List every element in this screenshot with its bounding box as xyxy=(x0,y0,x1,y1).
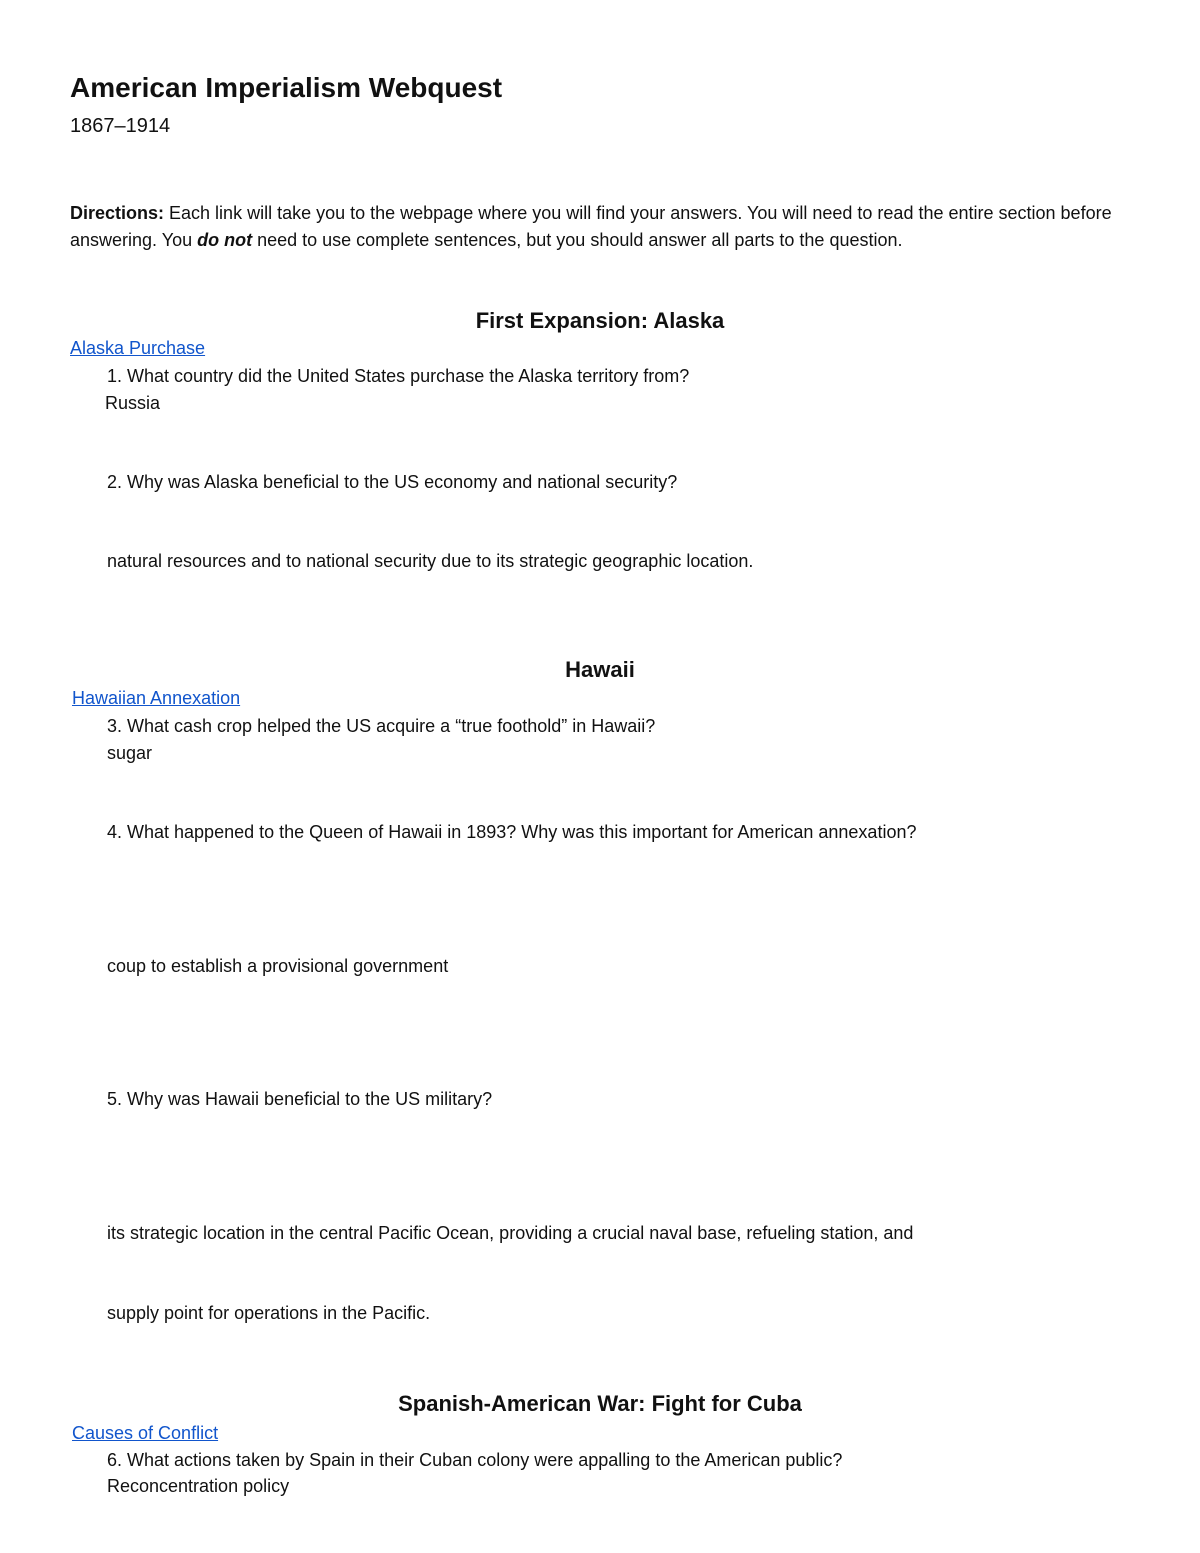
section-heading-hawaii: Hawaii xyxy=(565,657,635,682)
answer-1: Russia xyxy=(105,393,161,413)
question-6: 6. What actions taken by Spain in their Cuban colony were appalling to the American public? xyxy=(107,1450,843,1470)
answer-4: coup to establish a provisional government xyxy=(107,956,449,976)
directions-label: Directions: xyxy=(70,203,165,223)
section-heading-cuba: Spanish-American War: Fight for Cuba xyxy=(398,1391,802,1416)
answer-2: natural resources and to national security due to its strategic geographic location. xyxy=(107,551,754,571)
question-2: 2. Why was Alaska beneficial to the US economy and national security? xyxy=(107,472,678,492)
answer-3: sugar xyxy=(107,743,153,763)
answer-5-line-2: supply point for operations in the Pacific. xyxy=(107,1303,431,1323)
directions-paragraph xyxy=(70,200,1135,254)
hawaiian-annexation-link[interactable]: Hawaiian Annexation xyxy=(72,688,241,708)
section-heading-alaska: First Expansion: Alaska xyxy=(475,308,725,333)
question-5: 5. Why was Hawaii beneficial to the US military? xyxy=(107,1089,493,1109)
answer-5-line-1: its strategic location in the central Pacific Ocean, providing a crucial naval base, refueling station, and xyxy=(107,1223,914,1243)
directions-emphasis: do not xyxy=(197,230,253,250)
directions-text-2: need to use complete sentences, but you should answer all parts to the question. xyxy=(252,230,903,250)
document-title: American Imperialism Webquest xyxy=(70,72,503,103)
question-4: 4. What happened to the Queen of Hawaii in 1893? Why was this important for American annexation? xyxy=(107,822,917,842)
directions-text-1: Each link will take you to the webpage where you will find your answers. You will need to read the entire section before answering. You xyxy=(70,203,1112,250)
question-1: 1. What country did the United States purchase the Alaska territory from? xyxy=(107,366,690,386)
question-3: 3. What cash crop helped the US acquire a “true foothold” in Hawaii? xyxy=(107,716,656,736)
causes-of-conflict-link[interactable]: Causes of Conflict xyxy=(72,1423,219,1443)
document-subtitle: 1867–1914 xyxy=(70,115,171,137)
answer-6: Reconcentration policy xyxy=(107,1476,290,1496)
alaska-purchase-link[interactable]: Alaska Purchase xyxy=(70,338,206,358)
